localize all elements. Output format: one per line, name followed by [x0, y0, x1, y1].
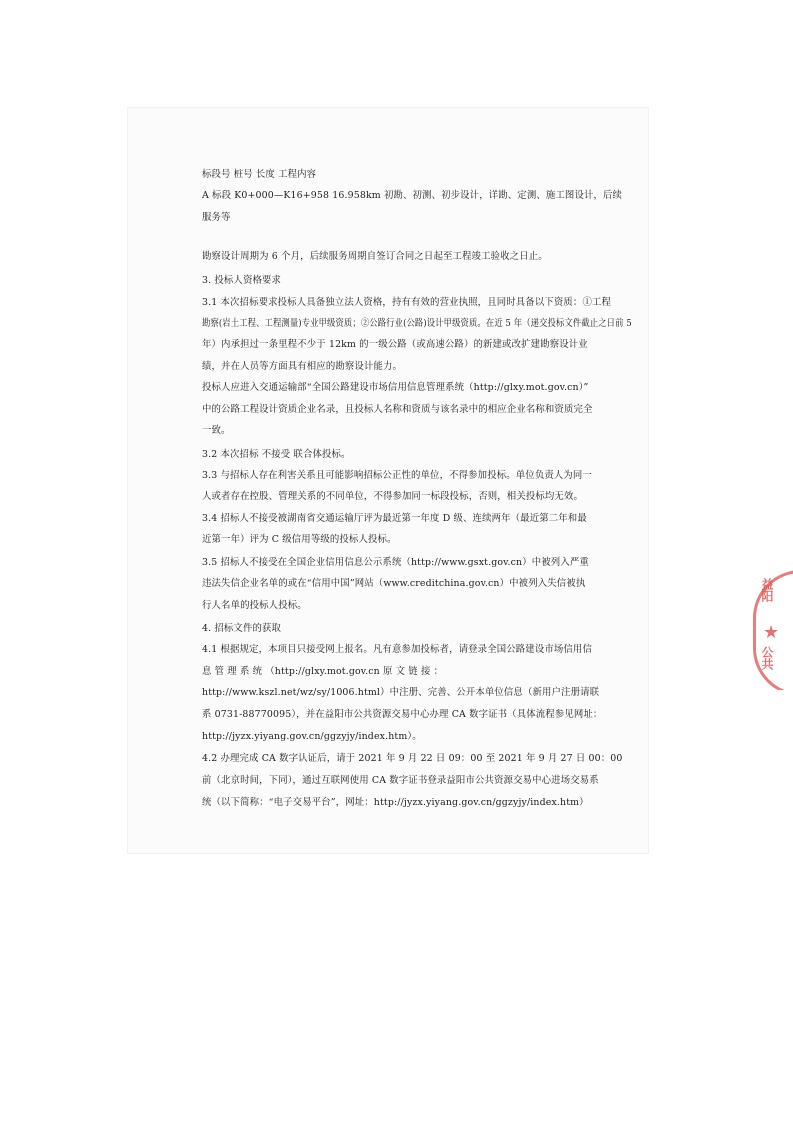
seal-text-bottom: 公共: [760, 646, 774, 670]
para-3-3-l2: 人或者存在控股、管理关系的不同单位，不得参加同一标段投标，否则，相关投标均无效。: [202, 491, 584, 502]
seal-star-icon: ★: [763, 622, 780, 643]
para-4-1-l1: 4.1 根据规定，本项目只接受网上报名。凡有意参加投标者，请登录全国公路建设市场信用信: [202, 644, 592, 655]
para-3-5-l1: 3.5 招标人不接受在全国企业信用信息公示系统（http://www.gsxt.gov.cn）中被列入严重: [202, 557, 589, 568]
para-4-1-l5: http://jyzx.yiyang.gov.cn/ggzyjy/index.htm）。: [202, 731, 422, 742]
seal-text-top: 益阳: [760, 578, 774, 602]
para-4-2-l1: 4.2 办理完成 CA 数字认证后，请于 2021 年 9 月 22 日 09：00 至 2021 年 9 月 27 日 00：00: [202, 753, 623, 764]
para-mot-l3: 一致。: [202, 425, 231, 436]
para-3-4-l1: 3.4 招标人不接受被湖南省交通运输厅评为最近第一年度 D 级、连续两年（最近第二年和最: [202, 513, 587, 524]
para-3-5-l3: 行人名单的投标人投标。: [202, 600, 307, 611]
para-3-4-l2: 近第一年）评为 C 级信用等级的投标人投标。: [202, 534, 397, 545]
para-3-5-l2: 违法失信企业名单的或在“信用中国”网站（www.creditchina.gov.cn）中被列入失信被执: [202, 578, 586, 589]
section-a-cont: 服务等: [202, 212, 231, 223]
para-3-2: 3.2 本次招标 不接受 联合体投标。: [202, 449, 351, 460]
para-3-1-l3: 年）内承担过一条里程不少于 12km 的一级公路（或高速公路）的新建或改扩建勘察设计业: [202, 339, 588, 350]
red-seal-stamp: [749, 570, 793, 690]
heading-4: 4. 招标文件的获取: [202, 623, 282, 634]
para-3-1-l4: 绩，并在人员等方面具有相应的勘察设计能力。: [202, 361, 403, 372]
heading-3: 3. 投标人资格要求: [202, 275, 282, 286]
para-4-1-l2: 息 管 理 系 统 （http://glxy.mot.gov.cn 原 文 链 接 ：: [202, 666, 444, 677]
para-3-1-l2: 勘察(岩土工程、工程测量)专业甲级资质；②公路行业(公路)设计甲级资质。在近 5 年（递交投标文件截止之日前 5: [202, 318, 632, 329]
para-mot-l2: 中的公路工程设计资质企业名录，且投标人名称和资质与该名录中的相应企业名称和资质完全: [202, 404, 593, 415]
para-3-3-l1: 3.3 与招标人存在利害关系且可能影响招标公正性的单位，不得参加投标。单位负责人为同一: [202, 470, 592, 481]
para-4-1-l4: 系 0731-88770095），并在益阳市公共资源交易中心办理 CA 数字证书（具体流程参见网址：: [202, 709, 603, 720]
para-4-1-l3: http://www.kszl.net/wz/sy/1006.html）中注册、完善、公开本单位信息（新用户注册请联: [202, 687, 600, 698]
section-a-line: A 标段 K0+000—K16+958 16.958km 初勘、初测、初步设计，详勘、定测、施工图设计，后续: [202, 190, 623, 201]
period-line: 勘察设计周期为 6 个月，后续服务周期自签订合同之日起至工程竣工验收之日止。: [202, 251, 548, 262]
table-header-line: 标段号 桩号 长度 工程内容: [202, 169, 317, 180]
para-3-1-l1: 3.1 本次招标要求投标人具备独立法人资格，持有有效的营业执照，且同时具备以下资质：①工程: [202, 297, 612, 308]
para-mot-l1: 投标人应进入交通运输部“全国公路建设市场信用信息管理系统（http://glxy.mot.gov.cn）”: [202, 382, 589, 393]
para-4-2-l3: 统（以下简称：“电子交易平台”，网址：http://jyzx.yiyang.gov.cn/ggzyjy/index.htm）: [202, 797, 589, 808]
para-4-2-l2: 前（北京时间，下同），通过互联网使用 CA 数字证书登录益阳市公共资源交易中心进场交易系: [202, 775, 599, 786]
